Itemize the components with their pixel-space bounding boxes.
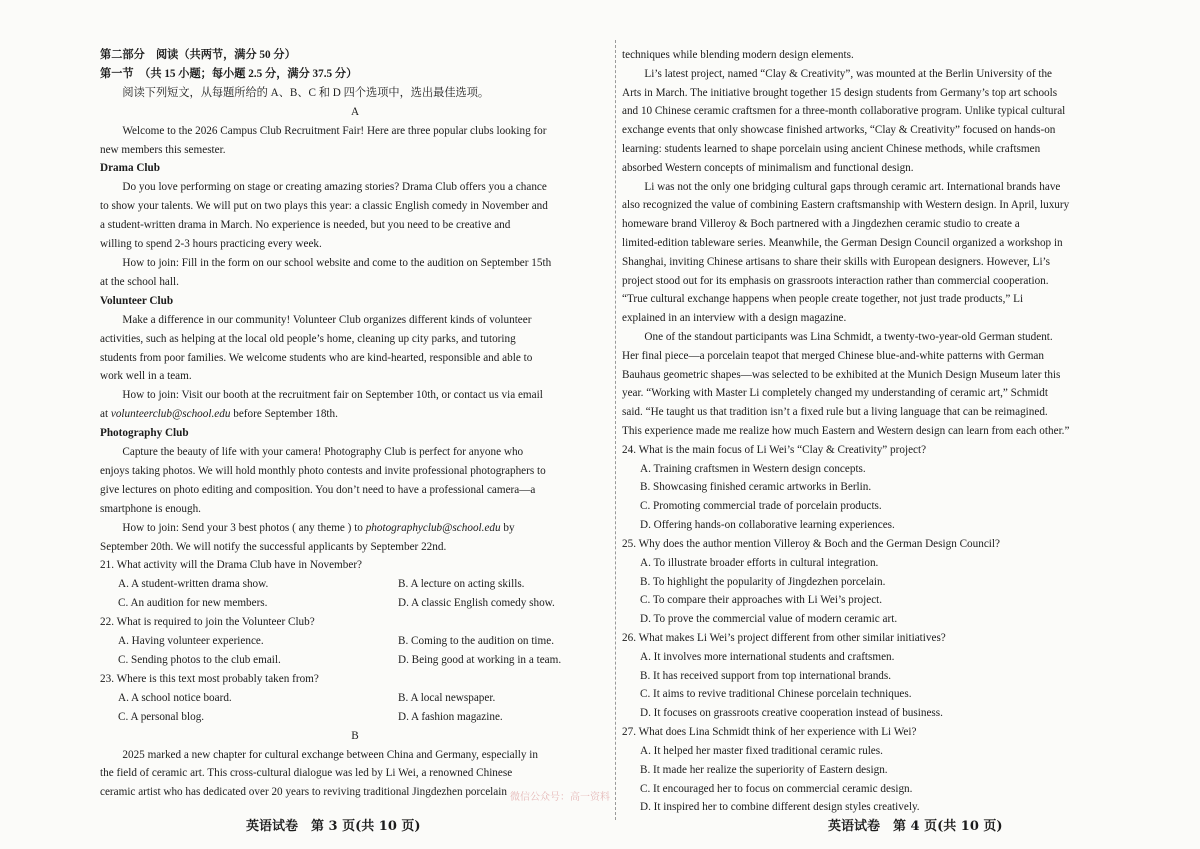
option: D. A classic English comedy show. bbox=[398, 597, 555, 610]
option: A. Having volunteer experience. bbox=[118, 635, 264, 648]
question-22: 22. What is required to join the Volunteer Club? A. Having volunteer experience. B. Coming to the audition on time. C. Sending photos to the club email. D. Being good at working in a team. bbox=[100, 613, 610, 670]
passage-b-paragraph-4: One of the standout participants was Lina Schmidt, a twenty-two-year-old German student. Her final piece—a porcelain teapot that merged Chinese blue-and-white patterns with German Bauhaus geometric shapes—was selected to be exhibited at the Munich Design Museum later this year. “Working with Master Li completely changed my understanding of ceramic art,” Schmidt said. “He taught us that tradition isn’t a fixed rule but a living language that can be reimagined. This experience made me realize how much Eastern and Western design can learn from each other.” bbox=[622, 330, 1070, 437]
question-24: 24. What is the main focus of Li Wei’s “Clay & Creativity” project? A. Training craftsmen in Western design concepts. B. Showcasing finished ceramic artworks in Berlin. C. Promoting commercial trade of porcelain products. D. Offering hands-on collaborative learning experiences. bbox=[622, 441, 1122, 535]
question-21: 21. What activity will the Drama Club have in November? A. A student-written drama show. B. A lecture on acting skills. C. An audition for new members. D. A classic English comedy show. bbox=[100, 556, 610, 613]
option: B. Showcasing finished ceramic artworks in Berlin. bbox=[640, 481, 872, 494]
option: D. It focuses on grassroots creative cooperation instead of business. bbox=[640, 707, 943, 720]
option: C. It aims to revive traditional Chinese porcelain techniques. bbox=[640, 688, 912, 701]
photography-email: photographyclub@school.edu bbox=[365, 521, 501, 534]
volunteer-email: volunteerclub@school.edu bbox=[110, 408, 231, 421]
page-footer-right: 英语试卷 第 4 页(共 10 页) bbox=[828, 819, 1003, 834]
option: B. It has received support from top international brands. bbox=[640, 669, 892, 682]
option: C. It encouraged her to focus on commercial ceramic design. bbox=[640, 782, 913, 795]
option: D. Being good at working in a team. bbox=[398, 654, 562, 666]
question-25: 25. Why does the author mention Villeroy & Boch and the German Design Council? A. To illustrate broader efforts in cultural integration. B. To highlight the popularity of Jingdezhen porcelain. C. To compare their approaches with Li Wei’s project. D. To prove the commercial value of modern ceramic art. bbox=[622, 535, 1122, 629]
option: C. A personal blog. bbox=[118, 710, 205, 723]
passage-b-paragraph-1-cont: techniques while blending modern design elements. bbox=[622, 49, 854, 61]
option: B. Coming to the audition on time. bbox=[398, 635, 554, 648]
option: A. A school notice board. bbox=[118, 691, 232, 704]
option: C. Promoting commercial trade of porcelain products. bbox=[640, 500, 882, 513]
option: B. To highlight the popularity of Jingdezhen porcelain. bbox=[640, 575, 886, 588]
column-divider bbox=[615, 40, 616, 820]
right-column bbox=[622, 46, 1122, 817]
option: A. It helped her master fixed traditional ceramic rules. bbox=[640, 744, 883, 757]
page-footer-left: 英语试卷 第 3 页(共 10 页) bbox=[246, 819, 421, 834]
passage-b-paragraph-1: 2025 marked a new chapter for cultural exchange between China and Germany, especially in the field of ceramic art. This cross-cultural dialogue was led by Li Wei, a renowned Chinese ceramic artist who has dedicated over 20 years to reviving traditional Jingdezhen porcelain bbox=[100, 748, 538, 799]
option: D. A fashion magazine. bbox=[398, 710, 503, 723]
option: B. A lecture on acting skills. bbox=[398, 578, 525, 591]
drama-club-title: Drama Club bbox=[100, 162, 160, 175]
option: A. To illustrate broader efforts in cultural integration. bbox=[640, 556, 879, 569]
option: A. A student-written drama show. bbox=[118, 578, 269, 591]
option: D. To prove the commercial value of modern ceramic art. bbox=[640, 613, 898, 626]
passage-a-intro: Welcome to the 2026 Campus Club Recruitment Fair! Here are three popular clubs looking for new members this semester. bbox=[100, 124, 547, 156]
passage-b-letter: B bbox=[351, 729, 359, 742]
question-23: 23. Where is this text most probably taken from? A. A school notice board. B. A local newspaper. C. A personal blog. D. A fashion magazine. bbox=[100, 670, 610, 727]
photography-club-title: Photography Club bbox=[100, 427, 189, 440]
drama-club-body: Do you love performing on stage or creating amazing stories? Drama Club offers you a chance to show your talents. We will put on two plays this year: a classic English comedy in November and a student-written drama in March. No experience is needed, but you need to be creative and willing to spend 2-3 hours practicing every week. How to join: Fill in the form on our school website and come to the audition on September 15th at the school hall. bbox=[100, 181, 552, 288]
question-27: 27. What does Lina Schmidt think of her experience with Li Wei? A. It helped her master fixed traditional ceramic rules. B. It made her realize the superiority of Eastern design. C. It encouraged her to focus on commercial ceramic design. D. It inspired her to combine different design styles creatively. bbox=[622, 723, 1122, 817]
option: C. Sending photos to the club email. bbox=[118, 654, 281, 666]
option: D. Offering hands-on collaborative learning experiences. bbox=[640, 519, 895, 532]
instruction: 阅读下列短文，从每题所给的 A、B、C 和 D 四个选项中，选出最佳选项。 bbox=[122, 86, 490, 99]
option: C. To compare their approaches with Li Wei’s project. bbox=[640, 594, 883, 607]
watermark: 微信公众号：高一资料 bbox=[510, 792, 610, 803]
volunteer-club-body: Make a difference in our community! Volunteer Club organizes different kinds of volunteer activities, such as helping at the local old people’s home, cleaning up city parks, and tutoring students from poor families. We welcome students who are kind-hearted, responsible and able to work well in a team. How to join: Visit our booth at the recruitment fair on September 10th, or contact us via email at volunteerclub@school.edu before September 18th. bbox=[100, 313, 543, 421]
passage-b-paragraph-2: Li’s latest project, named “Clay & Creativity”, was mounted at the Berlin University of the Arts in March. The initiative brought together 15 design students from Germany’s top art schools and 10 Chinese ceramic craftsmen for a three-month collaborative program. Unlike typical cultural exchange events that only showcase finished artworks, “Clay & Creativity” focused on hands-on learning: students learned to shape porcelain using ancient Chinese methods, while craftsmen absorbed Western concepts of minimalism and functional design. bbox=[622, 67, 1066, 174]
option: D. It inspired her to combine different design styles creatively. bbox=[640, 801, 920, 814]
left-column bbox=[100, 46, 610, 802]
option: B. It made her realize the superiority of Eastern design. bbox=[640, 763, 888, 776]
section-heading: 第一节 （共 15 小题；每小题 2.5 分，满分 37.5 分） bbox=[100, 67, 358, 80]
photography-club-body: Capture the beauty of life with your camera! Photography Club is perfect for anyone who enjoys taking photos. We will hold monthly photo contests and invite professional photographers to give lectures on photo editing and composition. You don’t need to have a professional camera—a smartphone is enough. How to join: Send your 3 best photos ( any theme ) to photographyclub@school.edu by September 20th. We will notify the successful applicants by September 22nd. bbox=[100, 446, 546, 553]
volunteer-club-title: Volunteer Club bbox=[100, 294, 174, 307]
option: A. Training craftsmen in Western design concepts. bbox=[640, 462, 866, 475]
part-heading: 第二部分 阅读（共两节，满分 50 分） bbox=[100, 49, 296, 61]
option: A. It involves more international students and craftsmen. bbox=[640, 650, 895, 663]
passage-a-letter: A bbox=[350, 105, 360, 118]
question-26: 26. What makes Li Wei’s project different from other similar initiatives? A. It involves more international students and craftsmen. B. It has received support from top international brands. C. It aims to revive traditional Chinese porcelain techniques. D. It focuses on grassroots creative cooperation instead of business. bbox=[622, 629, 1122, 723]
option: B. A local newspaper. bbox=[398, 691, 496, 704]
passage-b-paragraph-3: Li was not the only one bridging cultural gaps through ceramic art. International brands have also recognized the value of combining Eastern craftsmanship with Western design. In April, luxury homeware brand Villeroy & Boch partnered with a Jingdezhen ceramic studio to create a limited-edition tableware series. Meanwhile, the German Design Council organized a workshop in Shanghai, inviting Chinese artisans to share their skills with European designers. However, Li’s project stood out for its emphasis on grassroots interaction rather than commercial cooperation. “True cultural exchange happens when people create together, not just trade products,” Li explained in an interview with a design magazine. bbox=[622, 180, 1070, 325]
option: C. An audition for new members. bbox=[118, 597, 268, 610]
